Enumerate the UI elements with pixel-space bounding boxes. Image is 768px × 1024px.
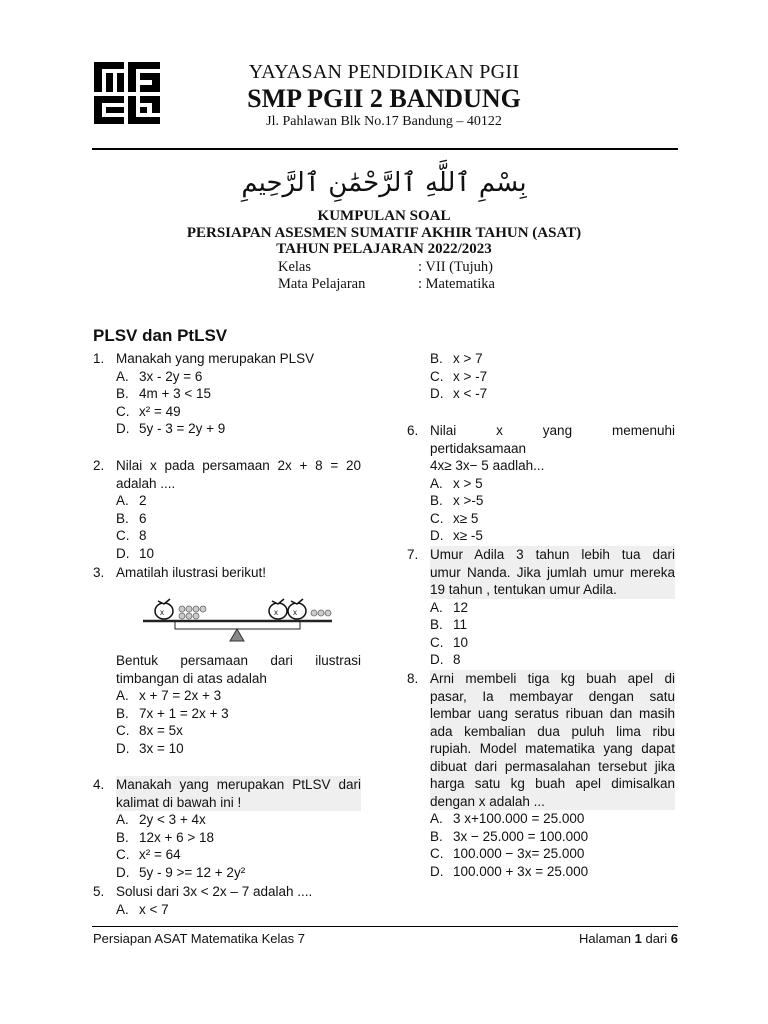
option-b (407, 616, 675, 634)
question-2 (93, 457, 361, 562)
option-b (93, 510, 361, 528)
option-c (407, 845, 675, 863)
page-of-label: dari (641, 931, 671, 946)
question-stem-line: dengan x adalah ... (430, 793, 675, 811)
question-3 (93, 564, 361, 582)
option-letter: D. (116, 864, 130, 880)
option-d (93, 740, 361, 758)
info-row-class (278, 259, 495, 276)
basmalah-calligraphy: بِسْمِ ٱللَّهِ ٱلرَّحْمَٰنِ ٱلرَّحِيمِ (241, 168, 527, 198)
option-letter: D. (116, 545, 130, 561)
info-row-subject (278, 276, 495, 293)
question-stem-line: lembar uang seratus ribuan dan masih (430, 706, 675, 721)
option-letter: B. (430, 617, 443, 632)
option-letter: A. (116, 688, 129, 703)
school-address: Jl. Pahlawan Blk No.17 Bandung – 40122 (266, 114, 502, 129)
option-letter: B. (116, 705, 129, 721)
option-c (93, 846, 361, 864)
option-b (93, 829, 361, 847)
option-letter: D. (430, 386, 444, 401)
option-letter: B. (116, 510, 129, 526)
question-stem-line: Bentuk persamaan dari ilustrasi (116, 653, 361, 668)
svg-text:x: x (293, 608, 297, 617)
option-letter: A. (116, 901, 129, 917)
question-stem-line: Nilai x pada persamaan 2x + 8 = 20 (116, 458, 361, 473)
question-number: 5. (93, 884, 105, 899)
option-letter: A. (116, 368, 129, 384)
option-letter: B. (430, 493, 443, 508)
question-stem-line: Umur Adila 3 tahun lebih tua dari (430, 547, 675, 562)
option-text: 5y - 9 >= 12 + 2y² (139, 864, 246, 880)
option-letter: A. (116, 812, 129, 827)
question-1 (93, 350, 363, 438)
option-letter: B. (430, 828, 443, 844)
option-text: x > -7 (453, 368, 488, 384)
option-text: x >-5 (453, 493, 484, 508)
question-stem-line: 19 tahun , tentukan umur Adila. (430, 581, 675, 599)
option-text: 100.000 − 3x= 25.000 (453, 846, 585, 861)
question-3-continued (93, 652, 361, 757)
question-stem-line: umur Nanda. Jika jumlah umur mereka (430, 564, 675, 580)
option-text: x≥ -5 (453, 528, 483, 543)
option-letter: A. (116, 493, 129, 508)
option-b (407, 828, 675, 846)
option-a (93, 687, 361, 705)
question-stem-line: pertidaksamaan (430, 440, 527, 456)
info-key: Kelas (278, 259, 312, 275)
svg-text:x: x (160, 608, 164, 617)
question-stem-line: dibuat dari permasalahan tersebut jika (430, 758, 675, 774)
option-text: 12x + 6 > 18 (139, 829, 215, 845)
option-text: 10 (139, 545, 155, 561)
option-text: 12 (453, 599, 469, 615)
option-letter: B. (116, 386, 129, 401)
question-stem-line: Nilai x yang memenuhi (430, 423, 675, 438)
option-letter: D. (430, 528, 444, 543)
option-text: 8 (453, 652, 461, 667)
option-letter: C. (430, 846, 444, 861)
question-stem: Manakah yang merupakan PLSV (116, 351, 315, 366)
option-letter: D. (430, 652, 444, 667)
option-c (93, 722, 361, 740)
question-8 (407, 670, 675, 880)
section-title: PLSV dan PtLSV (93, 326, 228, 345)
question-4 (93, 776, 361, 881)
option-d (93, 545, 361, 563)
option-letter: C. (116, 723, 130, 738)
option-text: 5y - 3 = 2y + 9 (139, 421, 226, 436)
option-text: 2 (139, 493, 147, 508)
option-letter: D. (430, 863, 444, 879)
option-text: 3 x+100.000 = 25.000 (453, 811, 585, 826)
question-stem-line: harga satu kg buah apel dimisalkan (430, 776, 675, 791)
question-stem-line: 4x≥ 3x− 5 aadlah... (430, 458, 545, 473)
foundation-name: YAYASAN PENDIDIKAN PGII (248, 61, 520, 83)
question-stem: Amatilah ilustrasi berikut! (116, 565, 267, 580)
page-number: 1 (634, 931, 642, 946)
option-b (93, 385, 363, 403)
option-c (407, 510, 675, 528)
option-letter: A. (430, 811, 443, 826)
option-c (93, 527, 361, 545)
option-b (407, 350, 675, 368)
question-stem-line: ada kembalian dua puluh lima ribu (430, 723, 675, 739)
option-letter: B. (116, 829, 129, 845)
svg-text:x: x (274, 608, 278, 617)
left-weights (179, 606, 206, 619)
option-a (407, 475, 675, 493)
academic-year: TAHUN PELAJARAN 2022/2023 (276, 241, 492, 257)
option-c (407, 368, 675, 386)
option-letter: C. (430, 368, 444, 384)
option-b (407, 492, 675, 510)
question-number: 4. (93, 777, 105, 792)
option-text: x² = 49 (139, 403, 181, 419)
info-key: Mata Pelajaran (278, 276, 366, 292)
question-stem-line: adalah .... (116, 475, 176, 491)
question-stem-line: Arni membeli tiga kg buah apel di (430, 671, 675, 686)
option-text: 2y < 3 + 4x (139, 812, 206, 827)
option-letter: C. (430, 634, 444, 650)
option-letter: B. (430, 351, 443, 366)
option-b (93, 705, 361, 723)
page-indicator (579, 931, 678, 946)
option-letter: C. (116, 528, 130, 543)
question-number: 3. (93, 565, 105, 580)
page-total: 6 (670, 931, 678, 946)
balance-beam (143, 621, 332, 629)
question-number: 6. (407, 423, 419, 438)
option-c (93, 403, 363, 421)
footer-divider (92, 926, 678, 927)
header-divider (92, 148, 678, 150)
option-text: 8 (139, 528, 147, 543)
option-letter: A. (430, 599, 443, 615)
option-d (407, 527, 675, 545)
option-text: x≥ 5 (453, 510, 479, 526)
question-stem: Solusi dari 3x < 2x – 7 adalah .... (116, 884, 313, 899)
question-5 (93, 883, 361, 918)
question-number: 8. (407, 671, 419, 686)
question-stem-line: timbangan di atas adalah (116, 670, 267, 686)
option-text: 3x - 2y = 6 (139, 368, 203, 384)
option-a (407, 599, 675, 617)
page-label: Halaman (578, 931, 635, 946)
option-text: 10 (453, 634, 469, 650)
option-c (407, 634, 675, 652)
question-number: 2. (93, 458, 105, 473)
option-text: 11 (453, 617, 468, 632)
option-text: 6 (139, 510, 147, 526)
option-letter: C. (116, 403, 130, 419)
question-6 (407, 422, 675, 545)
option-letter: D. (116, 421, 130, 436)
question-number: 7. (407, 547, 419, 562)
option-text: x < 7 (139, 901, 169, 917)
option-text: x > 5 (453, 475, 483, 491)
question-number: 1. (93, 351, 105, 366)
question-5-continued (407, 350, 675, 403)
balance-scale-illustration (140, 587, 335, 642)
scale-fulcrum (230, 629, 244, 641)
doc-title: KUMPULAN SOAL (317, 208, 451, 224)
option-text: x² = 64 (139, 847, 181, 862)
question-stem-line: rupiah. Model matematika yang dapat (430, 741, 675, 756)
option-text: 8x = 5x (139, 723, 183, 738)
info-value: : Matematika (418, 276, 495, 292)
option-d (407, 863, 675, 881)
footer-title: Persiapan ASAT Matematika Kelas 7 (93, 931, 305, 946)
option-letter: C. (116, 847, 130, 862)
option-text: x > 7 (453, 351, 483, 366)
question-stem-line: pasar, Ia membayar dengan satu (430, 688, 675, 704)
option-d (407, 651, 675, 669)
option-a (93, 811, 361, 829)
option-a (93, 901, 361, 919)
option-letter: C. (430, 510, 444, 526)
option-d (93, 420, 363, 438)
option-text: 3x − 25.000 = 100.000 (453, 828, 589, 844)
option-text: 4m + 3 < 15 (139, 386, 212, 401)
option-text: x < -7 (453, 386, 488, 401)
option-text: 100.000 + 3x = 25.000 (453, 863, 589, 879)
option-text: x + 7 = 2x + 3 (139, 688, 222, 703)
option-letter: D. (116, 740, 130, 756)
right-weights (311, 610, 331, 616)
question-stem-line: Manakah yang merupakan PtLSV dari (116, 777, 361, 792)
option-a (93, 492, 361, 510)
question-stem-line: kalimat di bawah ini ! (116, 794, 361, 812)
option-d (407, 385, 675, 403)
option-a (407, 810, 675, 828)
left-bag (155, 599, 173, 619)
option-a (93, 368, 363, 386)
question-7 (407, 546, 675, 669)
info-value: : VII (Tujuh) (418, 259, 493, 275)
doc-subtitle: PERSIAPAN ASESMEN SUMATIF AKHIR TAHUN (ASAT) (186, 225, 582, 241)
right-bags (269, 599, 306, 619)
option-letter: A. (430, 475, 443, 491)
option-text: 3x = 10 (139, 740, 184, 756)
school-name: SMP PGII 2 BANDUNG (247, 84, 521, 113)
class-info (278, 259, 495, 293)
option-text: 7x + 1 = 2x + 3 (139, 705, 229, 721)
option-d (93, 864, 361, 882)
